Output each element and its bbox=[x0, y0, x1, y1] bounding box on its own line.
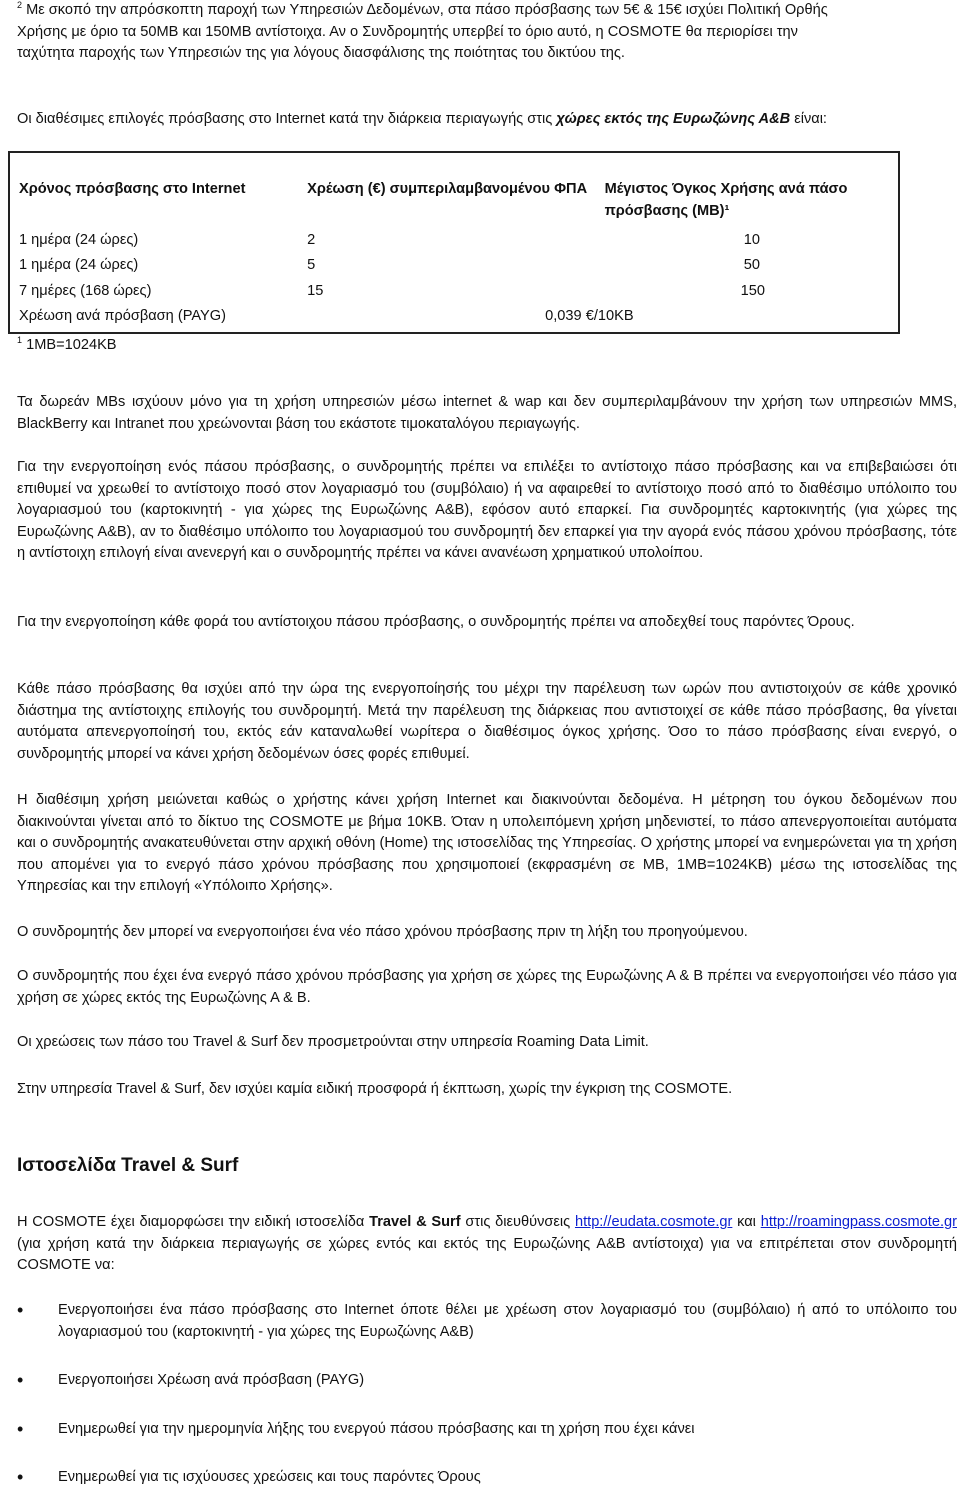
paragraph-eurozone: Ο συνδρομητής που έχει ένα ενεργό πάσο χρόνου πρόσβασης για χρήση σε χώρες της Ευρωζώνης Α & Β πρέπει να ενεργοποιήσει νέο πάσο για χρήση σε χώρες εκτός της Ευρωζώνης Α & Β. bbox=[17, 968, 957, 1006]
list-item: • Ενημερωθεί για τις ισχύουσες χρεώσεις και τους παρόντες Όρους bbox=[17, 1467, 957, 1489]
list-item: • Ενημερωθεί για την ημερομηνία λήξης του ενεργού πάσου πρόσβασης και τη χρήση που έχει κάνει bbox=[17, 1419, 957, 1441]
section-heading: Ιστοσελίδα Travel & Surf bbox=[17, 1155, 239, 1176]
list-item: • Ενεργοποιήσει Χρέωση ανά πρόσβαση (PAYG) bbox=[17, 1370, 957, 1392]
paragraph-data-limit: Οι χρεώσεις των πάσο του Travel & Surf δεν προσμετρούνται στην υπηρεσία Roaming Data Limit. bbox=[17, 1034, 649, 1050]
list-item: • Ενεργοποιήσει ένα πάσο πρόσβασης στο Internet όποτε θέλει με χρέωση στον λογαριασμό του (συμβόλαιο) ή από το υπόλοιπο του λογαριασμού του (καρτοκινητή - για χώρες της Ευρωζώνης Α&Β) bbox=[17, 1300, 957, 1343]
footnote-top-line-3: ταχύτητα παροχής των Υπηρεσιών της για λόγους διασφάλισης της ποιότητας του δικτύου της. bbox=[17, 45, 625, 61]
table-row: 7 ημέρες (168 ώρες) 15 150 bbox=[19, 282, 765, 299]
paragraph-validity: Κάθε πάσο πρόσβασης θα ισχύει από την ώρα της ενεργοποίησής του μέχρι την παρέλευση των ωρών που αντιστοιχούν σε κάθε χρονικό διάστημα της αντίστοιχης επιλογής του συνδρομητή. Μετά την παρέλευση της διάρκειας που αντιστοιχεί σε κάθε πάσο πρόσβασης, θα γίνεται αυτόματα απενεργοποίησή του, εκτός εάν καταναλωθεί νωρίτερα ο διαθέσιμος όγκος χρήσης. Όσο το πάσο πρόσβασης είναι ενεργό, ο συνδρομητής μπορεί να κάνει χρήση δεδομένων όσες φορές επιθυμεί. bbox=[17, 681, 957, 762]
footnote-top bbox=[17, 0, 957, 65]
table-row: 1 ημέρα (24 ώρες) 2 10 bbox=[19, 231, 760, 248]
header-duration: Χρόνος πρόσβασης στο Internet bbox=[19, 181, 246, 197]
paragraph-activation: Για την ενεργοποίηση ενός πάσου πρόσβασης, ο συνδρομητής πρέπει να επιλέξει το αντίστοιχο πάσο πρόσβασης και να επιβεβαιώσει ότι επιθυμεί να χρεωθεί το αντίστοιχο ποσό στον λογαριασμό του (συμβόλαιο) ή να αφαιρεθεί το αντίστοιχο ποσό από το διαθέσιμο υπόλοιπο του λογαριασμού του (καρτοκινητή - για χώρες της Ευρωζώνης Α&Β), εφόσον αυτό επαρκεί. Για συνδρομητές καρτοκινητής (για χώρες της Ευρωζώνης Α&Β), αν το διαθέσιμο υπόλοιπο του λογαριασμού του συνδρομητή δεν επαρκεί για την αγορά ενός πάσου χρόνου πρόσβασης, τότε η αντίστοιχη επιλογή είναι ανενεργή και ο συνδρομητής πρέπει να κάνει ανανέωση χρηματικού υπολοίπου. bbox=[17, 459, 957, 561]
table-header-row bbox=[9, 179, 899, 230]
section-intro: Η COSMOTE έχει διαμορφώσει την ειδική ιστοσελίδα Travel & Surf στις διευθύνσεις http://eudata.cosmote.gr και http://roamingpass.cosmote.gr (για χρήση κατά την διάρκεια περιαγωγής σε χώρες εντός και εκτός της Ευρωζώνης Α&Β αντίστοιχα) για να επιτρέπεται στον συνδρομητή COSMOTE να: bbox=[17, 1214, 957, 1273]
footnote-marker: 2 bbox=[17, 0, 23, 10]
intro-paragraph: Οι διαθέσιμες επιλογές πρόσβασης στο Internet κατά την διάρκεια περιαγωγής στις χώρες εκτός της Ευρωζώνης Α&Β είναι: bbox=[17, 111, 827, 127]
paragraph-usage: Η διαθέσιμη χρήση μειώνεται καθώς ο χρήστης κάνει χρήση Internet και διακινούνται δεδομένα. Η μέτρηση του όγκου δεδομένων που διακινούνται γίνεται από το δίκτυο της COSMOTE με βήμα 10KB. Όταν η υπολειπόμενη χρήση μηδενιστεί, το πάσο απενεργοποιείται αυτόματα και ο συνδρομητής ανακατευθύνεται στην αρχική οθόνη (Home) της ιστοσελίδας της Υπηρεσίας. Ο χρήστης μπορεί να ενημερώνεται για τη χρήση που απομένει για το ενεργό πάσο χρόνου πρόσβασης που χρησιμοποιεί (εκφρασμένη σε MB, 1MB=1024KB) μέσω της ιστοσελίδας της Υπηρεσίας και την επιλογή «Υπόλοιπο Χρήσης». bbox=[17, 792, 957, 894]
footnote-mb: $^1$ 1MB=1024KB bbox=[17, 335, 117, 353]
paragraph-free-mbs: Τα δωρεάν MBs ισχύουν μόνο για τη χρήση υπηρεσιών μέσω internet & wap και δεν συμπεριλαμβάνουν την χρήση των υπηρεσιών MMS, BlackBerry και Intranet που χρεώνονται βάση του εκάστοτε τιμοκαταλόγου περιαγωγής. bbox=[17, 394, 957, 432]
paragraph-no-discount: Στην υπηρεσία Travel & Surf, δεν ισχύει καμία ειδική προσφορά ή έκπτωση, χωρίς την έγκριση της COSMOTE. bbox=[17, 1081, 733, 1097]
table-row: 1 ημέρα (24 ώρες) 5 50 bbox=[19, 257, 760, 274]
header-volume: Μέγιστος Όγκος Χρήσης ανά πάσο πρόσβασης (MB)¹ bbox=[604, 181, 848, 219]
header-charge: Χρέωση (€) συμπεριλαμβανομένου ΦΠΑ bbox=[307, 181, 588, 197]
paragraph-new-pass: Ο συνδρομητής δεν μπορεί να ενεργοποιήσει ένα νέο πάσο χρόνου πρόσβασης πριν τη λήξη του προηγούμενου. bbox=[17, 924, 748, 940]
intro-bold: χώρες εκτός της Ευρωζώνης Α&Β bbox=[556, 111, 791, 127]
link-roamingpass[interactable]: http://roamingpass.cosmote.gr bbox=[760, 1214, 957, 1230]
link-eudata[interactable]: http://eudata.cosmote.gr bbox=[574, 1214, 733, 1230]
access-options-table bbox=[8, 151, 900, 334]
feature-list bbox=[17, 1300, 957, 1489]
paragraph-accept-terms: Για την ενεργοποίηση κάθε φορά του αντίστοιχου πάσου πρόσβασης, ο συνδρομητής πρέπει να αποδεχθεί τους παρόντες Όρους. bbox=[17, 614, 855, 630]
footnote-top-line-2: Χρήσης με όριο τα 50MB και 150MB αντίστοιχα. Αν ο Συνδρομητής υπερβεί το όριο αυτό, η COSMOTE θα περιορίσει την bbox=[17, 23, 798, 40]
table-row-payg: Χρέωση ανά πρόσβαση (PAYG) 0,039 €/10KB bbox=[19, 308, 634, 325]
footnote-top-line-1: $^2$ Με σκοπό την απρόσκοπτη παροχή των Υπηρεσιών Δεδομένων, στα πάσο πρόσβασης των 5€ & 15€ ισχύει Πολιτική Ορθής bbox=[17, 0, 828, 18]
